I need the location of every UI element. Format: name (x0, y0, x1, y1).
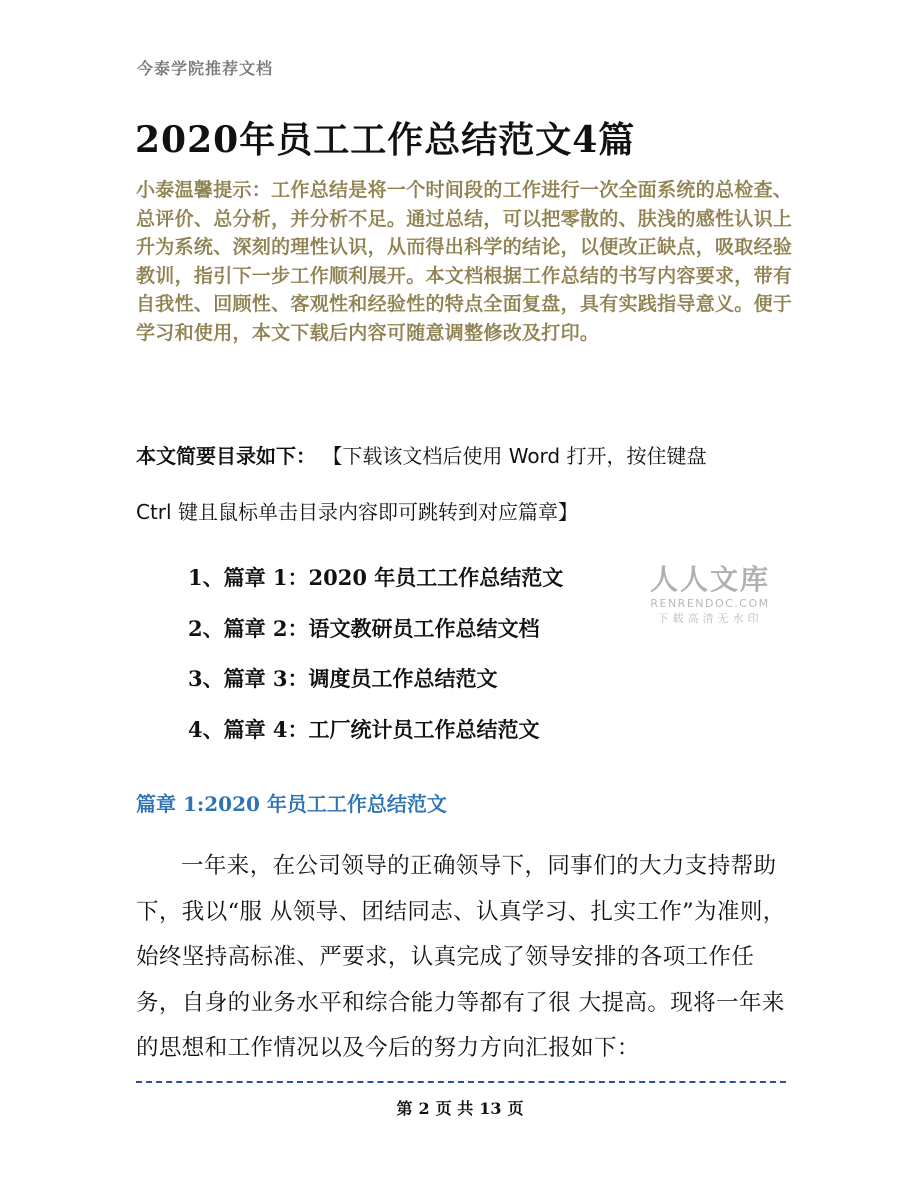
page-break-divider (136, 1081, 786, 1083)
toc-item-4[interactable]: 4、篇章 4：工厂统计员工作总结范文 (188, 716, 540, 742)
toc-item-2[interactable]: 2、篇章 2：语文教研员工作总结文档 (188, 615, 540, 641)
header-brand: 今泰学院推荐文档 (137, 59, 274, 78)
footer-suffix: 页 (507, 1099, 524, 1118)
tip-paragraph: 小泰温馨提示：工作总结是将一个时间段的工作进行一次全面系统的总检查、总评价、总分析，并分析不足。通过总结，可以把零散的、肤浅的感性认识上升为系统、深刻的理性认识，从而得出科学的结论，以便改正缺点，吸取经验教训，指引下一步工作顺利展开。本文档根据工作总结的书写内容要求，带有自我性、回顾性、客观性和经验性的特点全面复盘，具有实践指导意义。便于学习和使用，本文下载后内容可随意调整修改及打印。 (136, 179, 793, 344)
watermark-logo-text: 人人文库 (649, 563, 770, 596)
watermark-url: RENRENDOC.COM (650, 597, 770, 610)
table-of-contents (188, 561, 563, 763)
footer-prefix: 第 (396, 1099, 413, 1118)
footer-total-pages: 13 (479, 1099, 502, 1118)
toc-intro (136, 440, 706, 469)
toc-item-1[interactable]: 1、篇章 1：2020 年员工工作总结范文 (188, 565, 564, 590)
document-title: 2020年员工工作总结范文4篇 (135, 119, 636, 161)
watermark-subtitle: 下载高清无水印 (657, 612, 763, 625)
watermark (648, 563, 772, 627)
toc-item-3[interactable]: 3、篇章 3：调度员工作总结范文 (188, 666, 498, 691)
page-footer (0, 1096, 920, 1119)
toc-intro-lead: 本文简要目录如下： (136, 444, 316, 468)
footer-current-page: 2 (418, 1099, 430, 1118)
chapter-heading: 篇章 1:2020 年员工工作总结范文 (136, 792, 447, 816)
footer-middle: 页 共 (435, 1099, 474, 1118)
toc-intro-note: 【下载该文档后使用 Word 打开，按住键盘 (322, 444, 707, 468)
body-paragraph: 一年来，在公司领导的正确领导下，同事们的大力支持帮助下，我以“服 从领导、团结同志、认真学习、扎实工作”为准则，始终坚持高标准、严要求，认真完成了领导安排的各项工作任务，自身的业务水平和综合能力等都有了很 大提高。现将一年来的思想和工作情况以及今后的努力方向汇报如下： (136, 853, 786, 1061)
toc-intro-note-continued: Ctrl 键且鼠标单击目录内容即可跳转到对应篇章】 (136, 500, 578, 524)
